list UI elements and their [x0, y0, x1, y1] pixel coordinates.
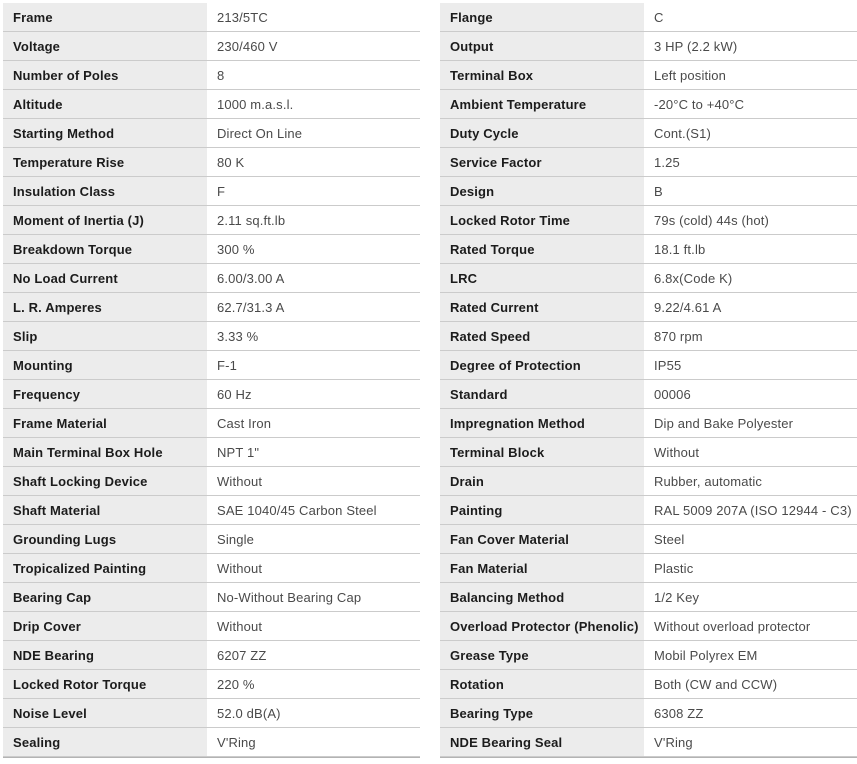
spec-label: Standard [440, 380, 644, 408]
spec-value: 62.7/31.3 A [217, 299, 285, 315]
spec-value: Left position [654, 67, 727, 83]
spec-label: Altitude [3, 90, 207, 118]
spec-row [3, 32, 420, 61]
spec-row [440, 583, 857, 612]
spec-row [3, 293, 420, 322]
spec-label: Starting Method [3, 119, 207, 147]
spec-label: Frame [3, 3, 207, 31]
spec-value: 60 Hz [217, 386, 252, 402]
spec-row [3, 496, 420, 525]
spec-row [440, 119, 857, 148]
spec-value: V'Ring [217, 734, 256, 750]
spec-row [3, 612, 420, 641]
spec-row [440, 90, 857, 119]
spec-label: Duty Cycle [440, 119, 644, 147]
spec-row [440, 32, 857, 61]
spec-value: 52.0 dB(A) [217, 705, 281, 721]
spec-label: Rotation [440, 670, 644, 698]
spec-value: 1.25 [654, 154, 680, 170]
spec-row [440, 380, 857, 409]
spec-value: Direct On Line [217, 125, 303, 141]
spec-value: 3 HP (2.2 kW) [654, 38, 738, 54]
spec-value: F-1 [217, 357, 237, 373]
spec-row [3, 728, 420, 757]
spec-value: Cont.(S1) [654, 125, 711, 141]
spec-value: B [654, 183, 663, 199]
spec-label: Locked Rotor Time [440, 206, 644, 234]
spec-value: 6308 ZZ [654, 705, 704, 721]
spec-row [3, 670, 420, 699]
spec-value: Rubber, automatic [654, 473, 763, 489]
spec-label: Degree of Protection [440, 351, 644, 379]
spec-row [440, 61, 857, 90]
spec-label: Shaft Material [3, 496, 207, 524]
spec-row [440, 293, 857, 322]
spec-row [3, 148, 420, 177]
spec-label: Voltage [3, 32, 207, 60]
spec-value: Both (CW and CCW) [654, 676, 778, 692]
spec-row [440, 728, 857, 757]
spec-label: Ambient Temperature [440, 90, 644, 118]
spec-label: Service Factor [440, 148, 644, 176]
spec-row [3, 641, 420, 670]
spec-value: 6.8x(Code K) [654, 270, 733, 286]
spec-value: 79s (cold) 44s (hot) [654, 212, 769, 228]
spec-row [440, 322, 857, 351]
spec-value: 00006 [654, 386, 691, 402]
spec-label: Frequency [3, 380, 207, 408]
spec-row [3, 177, 420, 206]
spec-value: RAL 5009 207A (ISO 12944 - C3) [654, 502, 852, 518]
spec-label: Breakdown Torque [3, 235, 207, 263]
spec-label: Rated Speed [440, 322, 644, 350]
spec-row [440, 3, 857, 32]
spec-value: C [654, 9, 664, 25]
spec-label: Number of Poles [3, 61, 207, 89]
spec-value: Mobil Polyrex EM [654, 647, 758, 663]
spec-label: Locked Rotor Torque [3, 670, 207, 698]
spec-value: Without overload protector [654, 618, 811, 634]
spec-label: Drain [440, 467, 644, 495]
spec-value: 1/2 Key [654, 589, 700, 605]
spec-row [3, 409, 420, 438]
spec-row [440, 467, 857, 496]
spec-label: Slip [3, 322, 207, 350]
spec-row [440, 525, 857, 554]
spec-row [440, 351, 857, 380]
spec-label: L. R. Amperes [3, 293, 207, 321]
spec-value: Cast Iron [217, 415, 272, 431]
spec-value: Steel [654, 531, 685, 547]
spec-row [3, 61, 420, 90]
spec-row [440, 438, 857, 467]
spec-row [3, 235, 420, 264]
spec-row [3, 583, 420, 612]
spec-label: Output [440, 32, 644, 60]
spec-label: Grounding Lugs [3, 525, 207, 553]
spec-label: Tropicalized Painting [3, 554, 207, 582]
spec-row [3, 699, 420, 728]
spec-row [3, 322, 420, 351]
spec-row [3, 525, 420, 554]
spec-value: No-Without Bearing Cap [217, 589, 362, 605]
spec-label: Bearing Type [440, 699, 644, 727]
spec-value: 2.11 sq.ft.lb [217, 212, 286, 228]
spec-row [3, 206, 420, 235]
spec-value: Without [217, 618, 263, 634]
spec-label: Fan Material [440, 554, 644, 582]
spec-row [3, 119, 420, 148]
spec-table-right [440, 3, 857, 758]
spec-row [3, 380, 420, 409]
spec-row [3, 264, 420, 293]
spec-row [440, 554, 857, 583]
spec-row [440, 148, 857, 177]
spec-row [440, 496, 857, 525]
spec-row [3, 467, 420, 496]
spec-label: Moment of Inertia (J) [3, 206, 207, 234]
spec-label: No Load Current [3, 264, 207, 292]
spec-value: 9.22/4.61 A [654, 299, 722, 315]
spec-label: Bearing Cap [3, 583, 207, 611]
spec-label: Painting [440, 496, 644, 524]
spec-label: Frame Material [3, 409, 207, 437]
spec-row [440, 612, 857, 641]
spec-value: -20°C to +40°C [654, 96, 745, 112]
spec-value: 213/5TC [217, 9, 268, 25]
spec-label: LRC [440, 264, 644, 292]
spec-label: Main Terminal Box Hole [3, 438, 207, 466]
spec-value: Single [217, 531, 255, 547]
spec-row [440, 235, 857, 264]
spec-row [440, 641, 857, 670]
spec-label: Rated Torque [440, 235, 644, 263]
spec-label: Impregnation Method [440, 409, 644, 437]
spec-label: Fan Cover Material [440, 525, 644, 553]
spec-row [3, 90, 420, 119]
spec-row [3, 351, 420, 380]
spec-value: Without [654, 444, 700, 460]
spec-label: Temperature Rise [3, 148, 207, 176]
spec-value: IP55 [654, 357, 682, 373]
spec-row [440, 206, 857, 235]
spec-value: 3.33 % [217, 328, 259, 344]
spec-label: Overload Protector (Phenolic) [440, 612, 644, 640]
spec-row [3, 554, 420, 583]
spec-label: Design [440, 177, 644, 205]
spec-value: F [217, 183, 226, 199]
spec-value: Without [217, 560, 263, 576]
spec-label: Flange [440, 3, 644, 31]
spec-value: NPT 1" [217, 444, 260, 460]
spec-value: Without [217, 473, 263, 489]
spec-label: Noise Level [3, 699, 207, 727]
spec-value: 80 K [217, 154, 245, 170]
spec-label: Shaft Locking Device [3, 467, 207, 495]
spec-value: 18.1 ft.lb [654, 241, 706, 257]
spec-value: 6207 ZZ [217, 647, 267, 663]
spec-value: 230/460 V [217, 38, 278, 54]
spec-row [440, 699, 857, 728]
spec-row [440, 409, 857, 438]
spec-label: NDE Bearing [3, 641, 207, 669]
spec-label: NDE Bearing Seal [440, 728, 644, 756]
spec-value: 870 rpm [654, 328, 703, 344]
spec-row [440, 264, 857, 293]
spec-value: 6.00/3.00 A [217, 270, 285, 286]
spec-label: Terminal Block [440, 438, 644, 466]
spec-value: Dip and Bake Polyester [654, 415, 794, 431]
spec-label: Insulation Class [3, 177, 207, 205]
spec-value: SAE 1040/45 Carbon Steel [217, 502, 377, 518]
spec-label: Drip Cover [3, 612, 207, 640]
spec-value: 8 [217, 67, 225, 83]
spec-label: Grease Type [440, 641, 644, 669]
spec-label: Mounting [3, 351, 207, 379]
spec-value: Plastic [654, 560, 694, 576]
spec-label: Rated Current [440, 293, 644, 321]
spec-row [3, 3, 420, 32]
spec-value: 300 % [217, 241, 255, 257]
spec-value: 220 % [217, 676, 255, 692]
spec-row [440, 177, 857, 206]
spec-value: V'Ring [654, 734, 693, 750]
spec-label: Terminal Box [440, 61, 644, 89]
spec-label: Sealing [3, 728, 207, 756]
spec-table-left [3, 3, 420, 758]
spec-row [3, 438, 420, 467]
spec-row [440, 670, 857, 699]
spec-value: 1000 m.a.s.l. [217, 96, 294, 112]
spec-label: Balancing Method [440, 583, 644, 611]
